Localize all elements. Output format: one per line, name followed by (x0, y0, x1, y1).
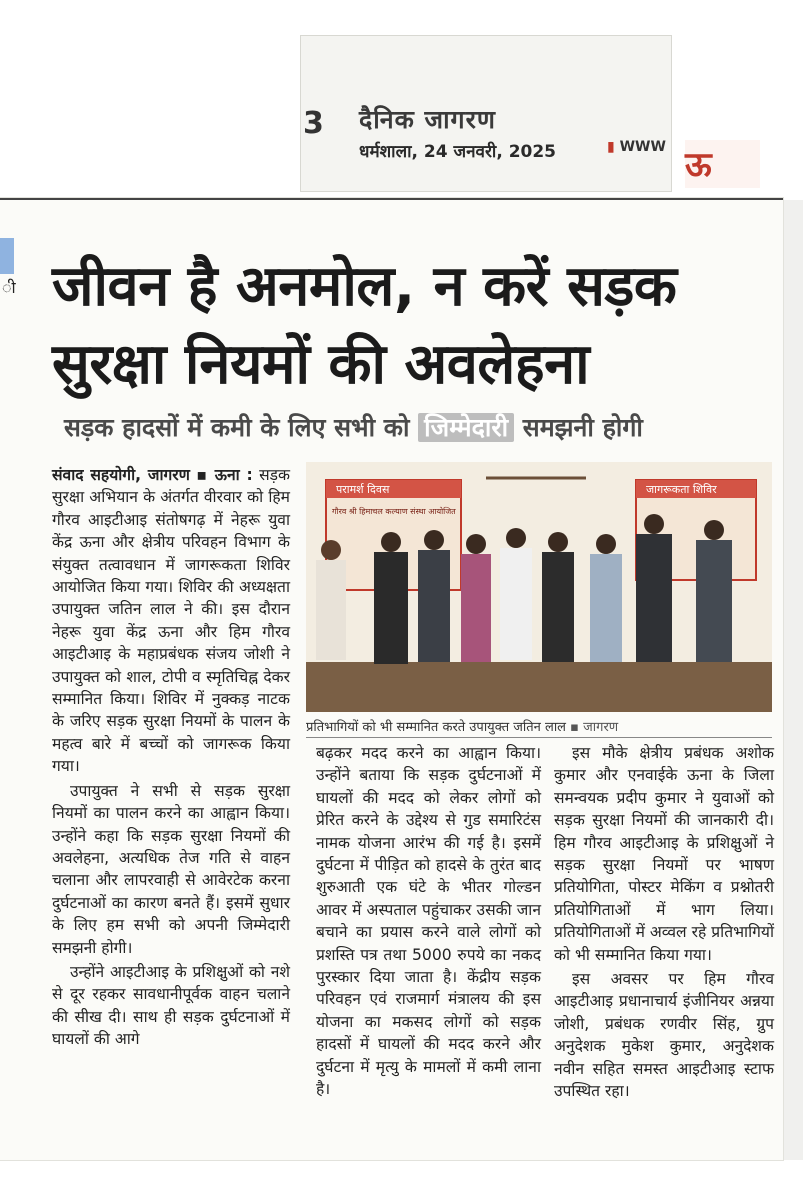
person-body (636, 534, 672, 662)
person-head (596, 534, 616, 554)
paragraph: सड़क सुरक्षा अभियान के अंतर्गत वीरवार को हिम गौरव आइटीआइ संतोषगढ़ में नेहरू युवा केंद्र ऊना और क्षेत्रीय परिवहन विभाग के संयुक्त तत्वावधान में जागरूकता शिविर आयोजित किया गया। शिविर की अध्यक्षता उपायुक्त जतिन लाल ने की। इस दौरान नेहरू युवा केंद्र ऊना और हिम गौरव आइटीआइ के महाप्रबंधक संजय जोशी ने उपायुक्त को शाल, टोपी व स्मृतिचिह्न देकर सम्मानित किया। शिविर में नुक्कड़ नाटक के जरिए सड़क सुरक्षा नियमों के पालन के महत्व बारे में बच्चों को जागरूक किया गया। (52, 466, 290, 776)
person-body (374, 552, 408, 664)
web-address-text: WWW (619, 139, 666, 155)
subhead-post: समझनी होगी (522, 413, 643, 442)
subhead-highlight: जिम्मेदारी (418, 413, 514, 442)
person-head (548, 532, 568, 552)
headline-line-1: जीवन है अनमोल, न करें सड़क (52, 254, 677, 319)
person-head (424, 530, 444, 550)
adjacent-page-text: ी (2, 278, 16, 297)
article-column-2 (316, 742, 541, 1103)
masthead-clipping (300, 35, 672, 192)
person-body (590, 554, 622, 662)
byline: संवाद सहयोगी, जागरण (52, 466, 190, 484)
person-head (381, 532, 401, 552)
byline-paragraph (52, 464, 290, 778)
person-body (316, 560, 346, 660)
person-head (466, 534, 486, 554)
masthead-edge-mark: 3 (303, 106, 324, 141)
person-head (506, 528, 526, 548)
person-body (500, 548, 532, 660)
paragraph: इस अवसर पर हिम गौरव आइटीआइ प्रधानाचार्य इंजीनियर अन्नया जोशी, प्रबंधक रणवीर सिंह, ग्रुप अनुदेशक मुकेश कुमार, अनुदेशक नवीन सहित समस्त आइटीआइ स्टाफ उपस्थित रहा। (554, 970, 774, 1101)
page-shadow (783, 200, 803, 1160)
banner-left-title: परामर्श दिवस (336, 483, 390, 496)
headline (52, 248, 752, 404)
dateline: धर्मशाला, 24 जनवरी, 2025 (359, 142, 557, 162)
article-column-1 (52, 464, 290, 1053)
paragraph: बढ़कर मदद करने का आह्वान किया। उन्होंने बताया कि सड़क दुर्घटनाओं में घायलों की मदद को लेकर लोगों को प्रेरित करने के उद्देश्य से गुड समारिटंस नामक योजना आरंभ की गई है। इसमें दुर्घटना में पीड़ित को हादसे के तुरंत बाद शुरुआती एक घंटे के भीतर गोल्डन आवर में अस्पताल पहुंचाकर उसकी जान बचाने का प्रयास करने वाले लोगों को प्रशस्ति पत्र तथा 5000 रुपये का नकद पुरस्कार दिया जाता है। केंद्रीय सड़क परिवहन एवं राजमार्ग मंत्रालय की इस योजना का मकसद लोगों को सड़क हादसों में घायलों की मदद करने और दुर्घटना में मृत्यु के मामलों में कमी लाना है। (316, 744, 541, 1099)
byline-place: ऊना : (214, 466, 253, 484)
paragraph: उन्होंने आइटीआइ के प्रशिक्षुओं को नशे से दूर रहकर सावधानीपूर्वक वाहन चलाने की सीख दी। साथ ही सड़क दुर्घटनाओं में घायलों की आगे (52, 962, 290, 1049)
adjacent-page-edge (0, 238, 14, 274)
person-head (644, 514, 664, 534)
person-body (696, 540, 732, 662)
person-body (418, 550, 450, 662)
photo-credit: ▪ जागरण (570, 720, 619, 735)
byline-separator: ▪ (196, 466, 215, 484)
person-head (321, 540, 341, 560)
banner-right-title: जागरूकता शिविर (646, 483, 717, 496)
article-column-3 (554, 742, 774, 1105)
paragraph: इस मौके क्षेत्रीय प्रबंधक अशोक कुमार और एनवाईके ऊना के जिला समन्वयक प्रदीप कुमार ने युवाओं को सड़क सुरक्षा नियमों की जानकारी दी। हिम गौरव आइटीआइ के प्रशिक्षुओं ने सड़क सुरक्षा नियमों पर भाषण प्रतियोगिता, पोस्टर मेकिंग व प्रश्नोतरी प्रतियोगिताओं में भाग लिया। प्रतियोगिताओं में अव्वल रहे प्रतिभागियों को भी सम्मानित किया गया। (554, 744, 774, 964)
subheadline (64, 410, 754, 444)
photo-caption-text: प्रतिभागियों को भी सम्मानित करते उपायुक्त जतिन लाल (306, 720, 567, 735)
person-body (461, 554, 491, 662)
web-address: ▮ WWW (607, 139, 666, 155)
subhead-pre: सड़क हादसों में कमी के लिए सभी को (64, 413, 410, 442)
person-body (542, 552, 574, 662)
photo-caption (306, 717, 772, 735)
headline-line-2: सुरक्षा नियमों की अवलेहना (52, 332, 590, 397)
side-headline-fragment: ऊ (685, 140, 760, 188)
paragraph: उपायुक्त ने सभी से सड़क सुरक्षा नियमों का पालन करने का आह्वान किया। उन्होंने कहा कि सड़क सुरक्षा नियमों की अवलेहना, अत्यधिक तेज गति से वाहन चलाना और लापरवाही से आवेरटेक करना दुर्घटनाओं का कारण बनते हैं। इसमें सुधार के लिए हम सभी को अपनी जिम्मेदारी समझनी होगी। (52, 781, 290, 957)
banner-left-subtitle: गौरव श्री हिमाचल कल्याण संस्था आयोजित (332, 507, 456, 516)
newspaper-name: दैनिक जागरण (359, 105, 496, 134)
photo-illustration (306, 462, 772, 712)
photo-floor-rug (306, 662, 772, 712)
news-photo (306, 462, 772, 712)
photo-credit-text: जागरण (583, 720, 619, 735)
caption-divider (306, 737, 772, 738)
person-head (704, 520, 724, 540)
